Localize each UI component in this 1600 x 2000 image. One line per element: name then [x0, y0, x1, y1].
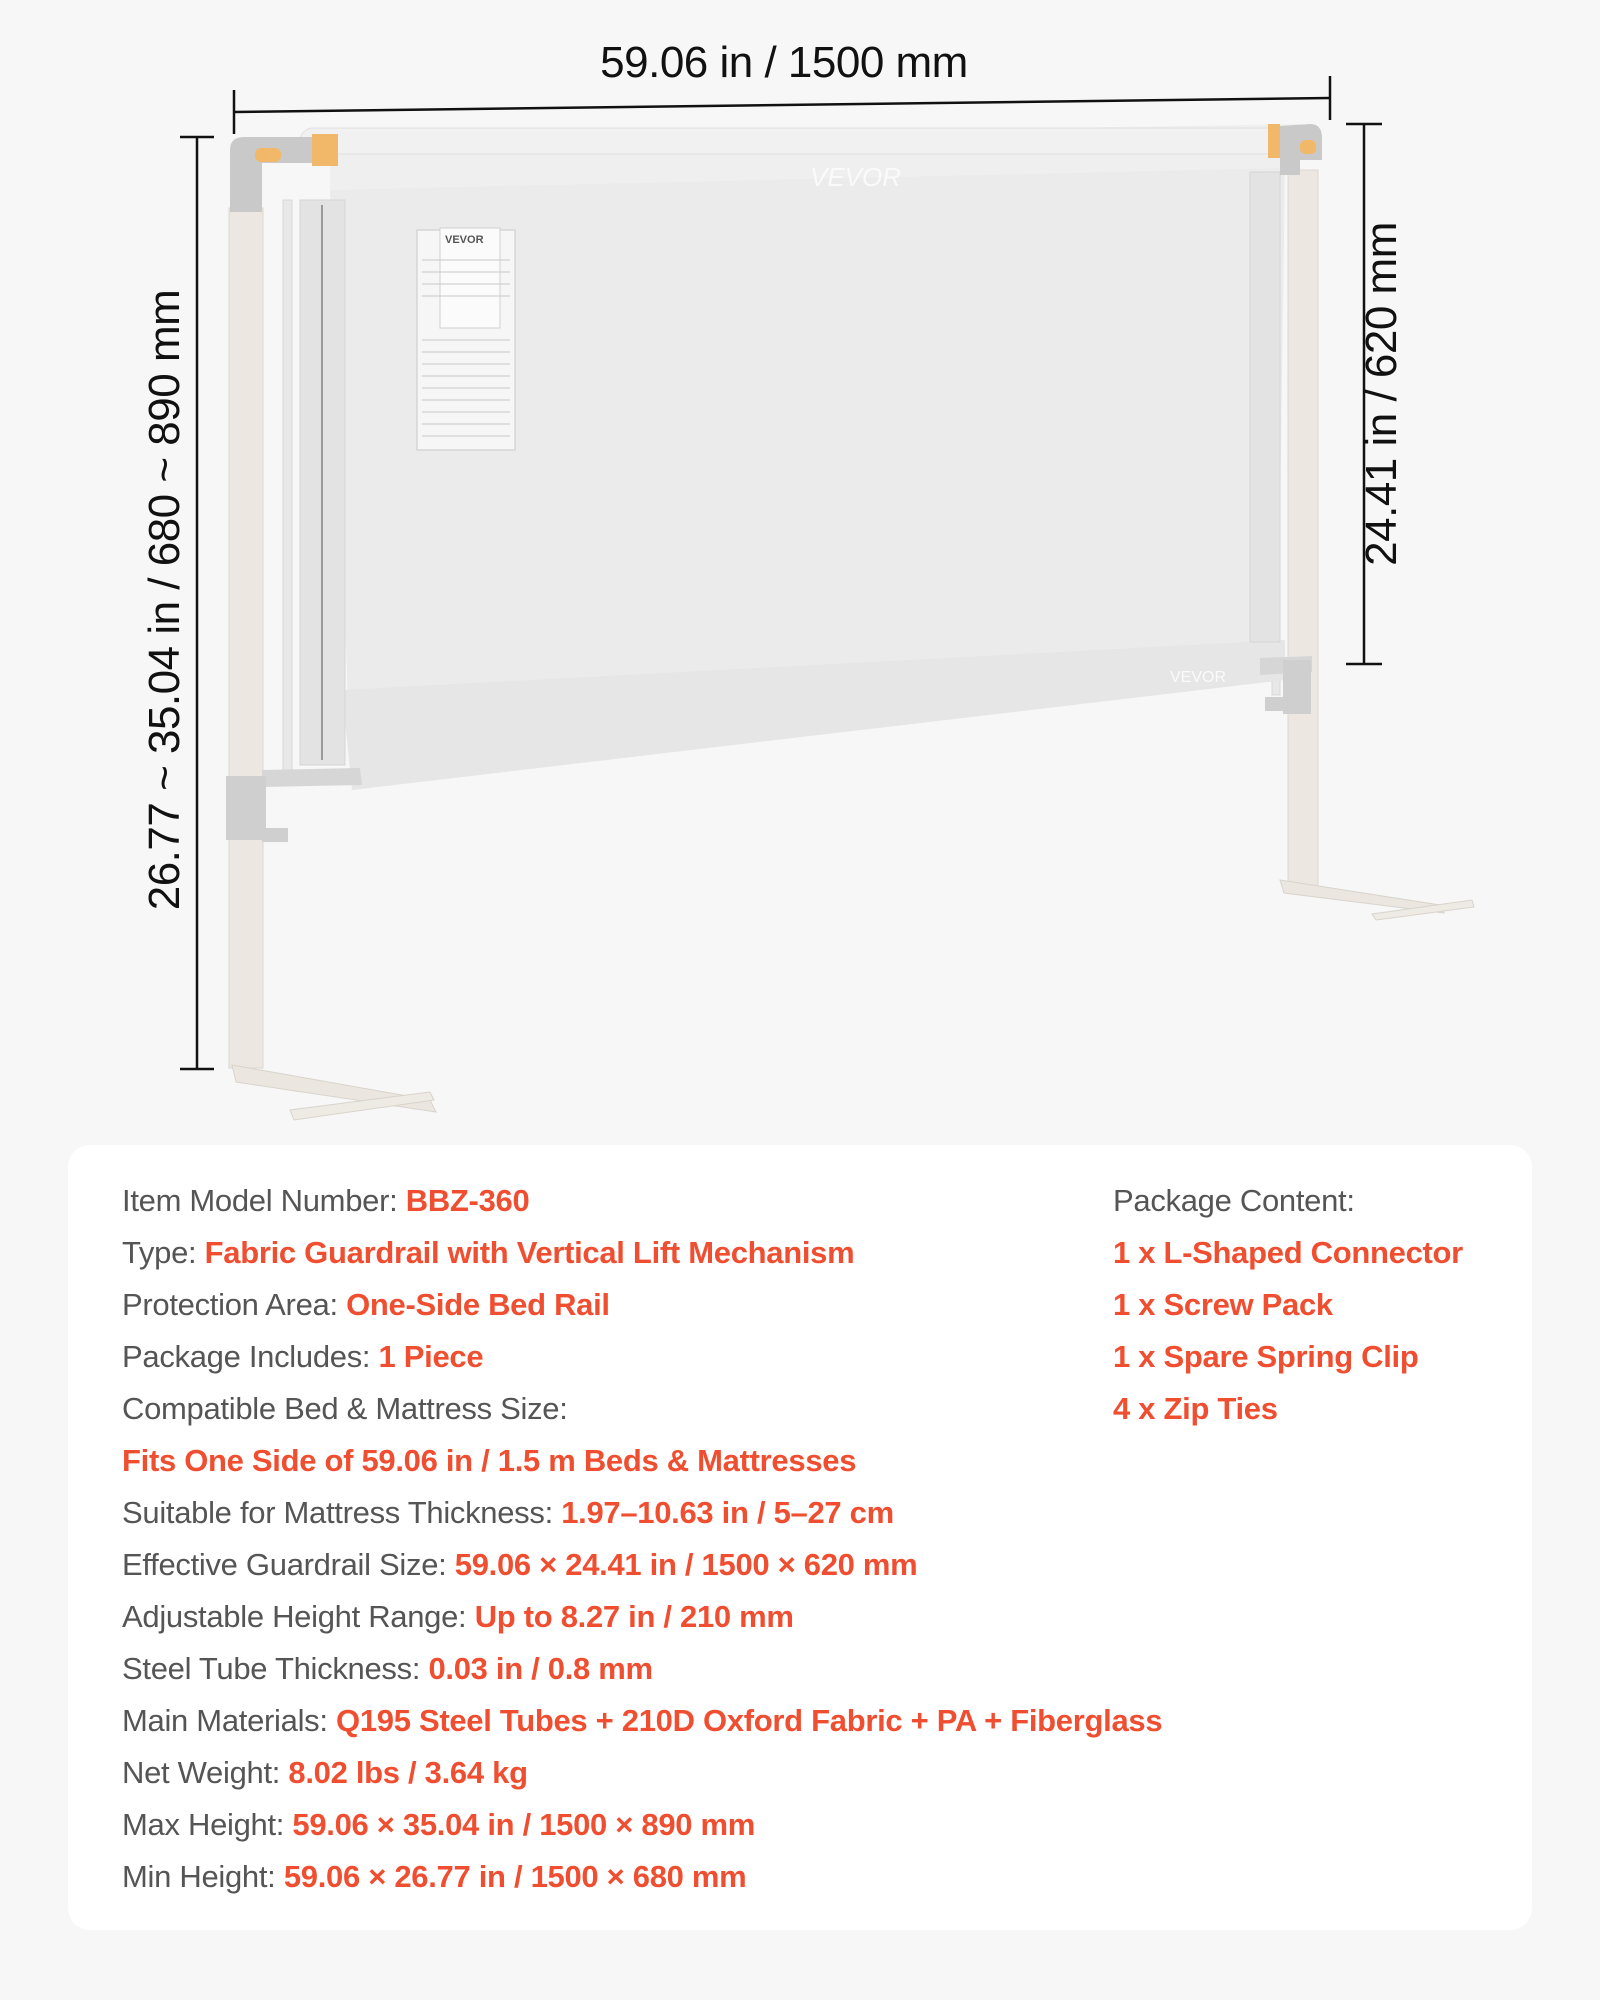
product-label	[417, 228, 515, 450]
spec-compatible-size-label: Compatible Bed & Mattress Size:	[122, 1391, 568, 1426]
spec-package-includes: Package Includes: 1 Piece	[122, 1339, 484, 1374]
spec-min-height: Min Height: 59.06 × 26.77 in / 1500 × 680 mm	[122, 1859, 747, 1894]
spec-materials: Main Materials: Q195 Steel Tubes + 210D Oxford Fabric + PA + Fiberglass	[122, 1703, 1163, 1738]
spec-model-number: Item Model Number: BBZ-360	[122, 1183, 530, 1218]
fabric-panel	[300, 124, 1300, 790]
brand-watermark-bottom: VEVOR	[1170, 669, 1227, 686]
spec-card	[68, 1145, 1532, 1930]
spec-height-range: Adjustable Height Range: Up to 8.27 in / 210 mm	[122, 1599, 794, 1634]
spec-effective-size: Effective Guardrail Size: 59.06 × 24.41 in / 1500 × 620 mm	[122, 1547, 918, 1582]
brand-watermark-top: VEVOR	[810, 162, 902, 192]
package-item: 1 x L-Shaped Connector	[1113, 1235, 1463, 1270]
spec-mattress-thickness: Suitable for Mattress Thickness: 1.97–10.63 in / 5–27 cm	[122, 1495, 894, 1530]
package-item: 4 x Zip Ties	[1113, 1391, 1278, 1426]
spec-compatible-size-value: Fits One Side of 59.06 in / 1.5 m Beds & Mattresses	[122, 1443, 857, 1478]
spec-max-height: Max Height: 59.06 × 35.04 in / 1500 × 890 mm	[122, 1807, 756, 1842]
spec-list	[122, 1175, 1163, 1903]
package-item: 1 x Screw Pack	[1113, 1287, 1333, 1322]
height-range-dimension-label: 26.77 ~ 35.04 in / 680 ~ 890 mm	[140, 289, 189, 911]
spec-protection-area: Protection Area: One-Side Bed Rail	[122, 1287, 610, 1322]
spec-net-weight: Net Weight: 8.02 lbs / 3.64 kg	[122, 1755, 528, 1790]
package-content	[1113, 1175, 1513, 1435]
svg-text:VEVOR: VEVOR	[445, 234, 484, 246]
package-content-title: Package Content:	[1113, 1183, 1355, 1218]
package-item: 1 x Spare Spring Clip	[1113, 1339, 1419, 1374]
guardrail-height-dimension-label: 24.41 in / 620 mm	[1357, 222, 1406, 566]
spec-tube-thickness: Steel Tube Thickness: 0.03 in / 0.8 mm	[122, 1651, 653, 1686]
spec-type: Type: Fabric Guardrail with Vertical Lift Mechanism	[122, 1235, 855, 1270]
width-dimension-label: 59.06 in / 1500 mm	[600, 38, 968, 87]
